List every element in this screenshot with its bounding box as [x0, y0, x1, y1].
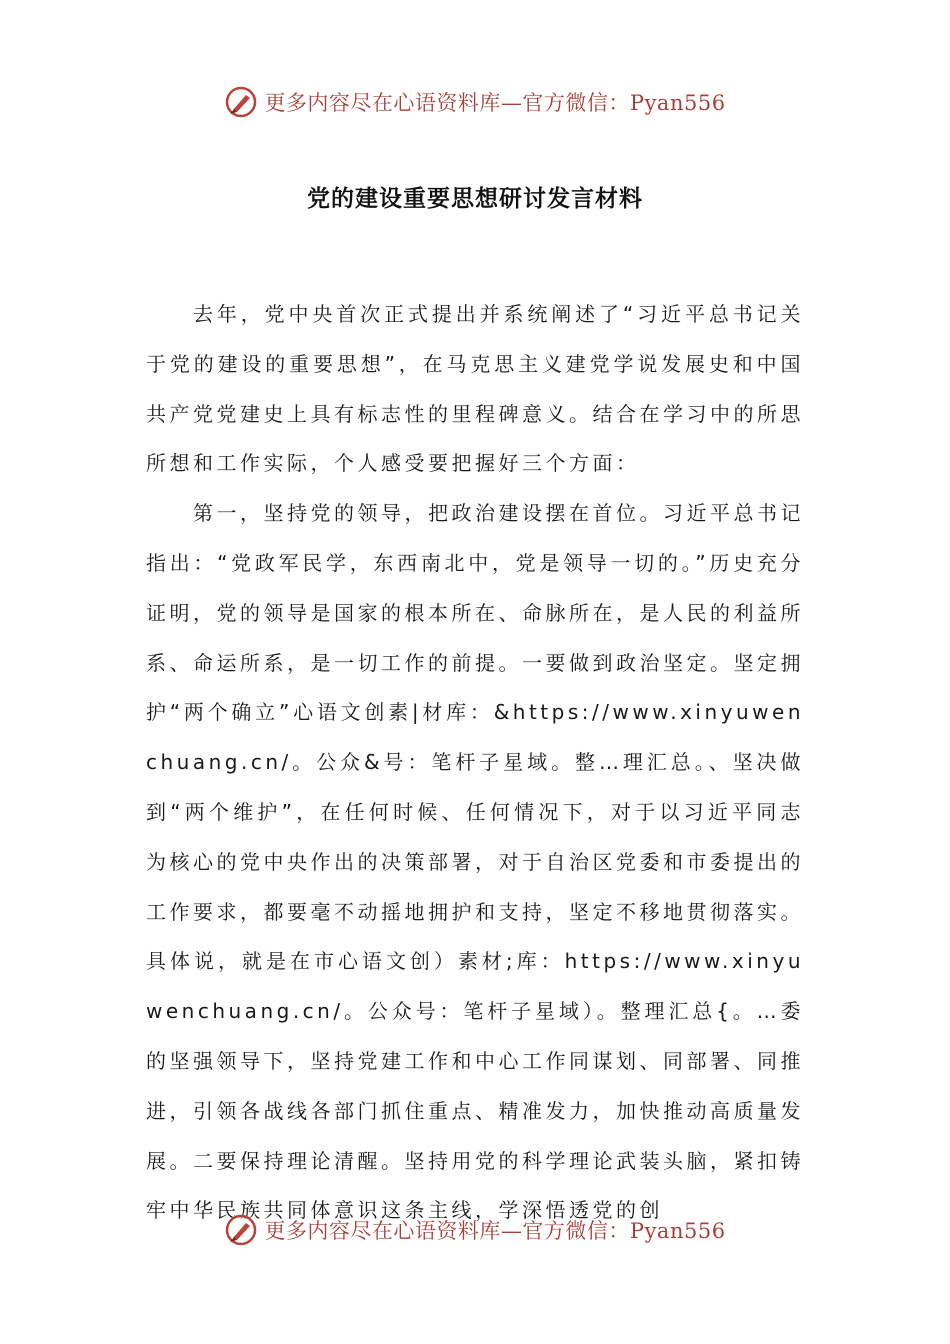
- document-body: [146, 290, 804, 1236]
- paragraph: 去年，党中央首次正式提出并系统阐述了“习近平总书记关于党的建设的重要思想”，在马克思主义建党学说发展史和中国共产党党建史上具有标志性的里程碑意义。结合在学习中的所思所想和工作实际，个人感受要把握好三个方面：: [146, 302, 804, 476]
- page-title: 党的建设重要思想研讨发言材料: [307, 186, 643, 212]
- header-watermark-banner: [0, 82, 950, 122]
- banner-text: 更多内容尽在心语资料库—官方微信：Pyan556: [264, 91, 726, 115]
- paragraph: 第一，坚持党的领导，把政治建设摆在首位。习近平总书记指出：“党政军民学，东西南北中，党是领导一切的。”历史充分证明，党的领导是国家的根本所在、命脉所在，是人民的利益所系、命运所系，是一切工作的前提。一要做到政治坚定。坚定拥护“两个确立”心语文创素|材库：&https://www.xinyuwenchuang.cn/。公众&号：笔杆子星域。整…理汇总。、坚决做到“两个维护”，在任何时候、任何情况下，对于以习近平同志为核心的党中央作出的决策部署，对于自治区党委和市委提出的工作要求，都要毫不动摇地拥护和支持，坚定不移地贯彻落实。具体说，就是在市心语文创）素材;库：https://www.xinyuwenchuang.cn/。公众号：笔杆子星域）。整理汇总{。…委的坚强领导下，坚持党建工作和中心工作同谋划、同部署、同推进，引领各战线各部门抓住重点、精准发力，加快推动高质量发展。二要保持理论清醒。坚持用党的科学理论武装头脑，紧扣铸牢中华民族共同体意识这条主线，学深悟透党的创: [146, 501, 804, 1223]
- pen-logo-icon: [224, 85, 258, 119]
- footer-watermark-banner: [0, 1210, 950, 1250]
- banner-text: 更多内容尽在心语资料库—官方微信：Pyan556: [264, 1219, 726, 1243]
- pen-logo-icon: [224, 1213, 258, 1247]
